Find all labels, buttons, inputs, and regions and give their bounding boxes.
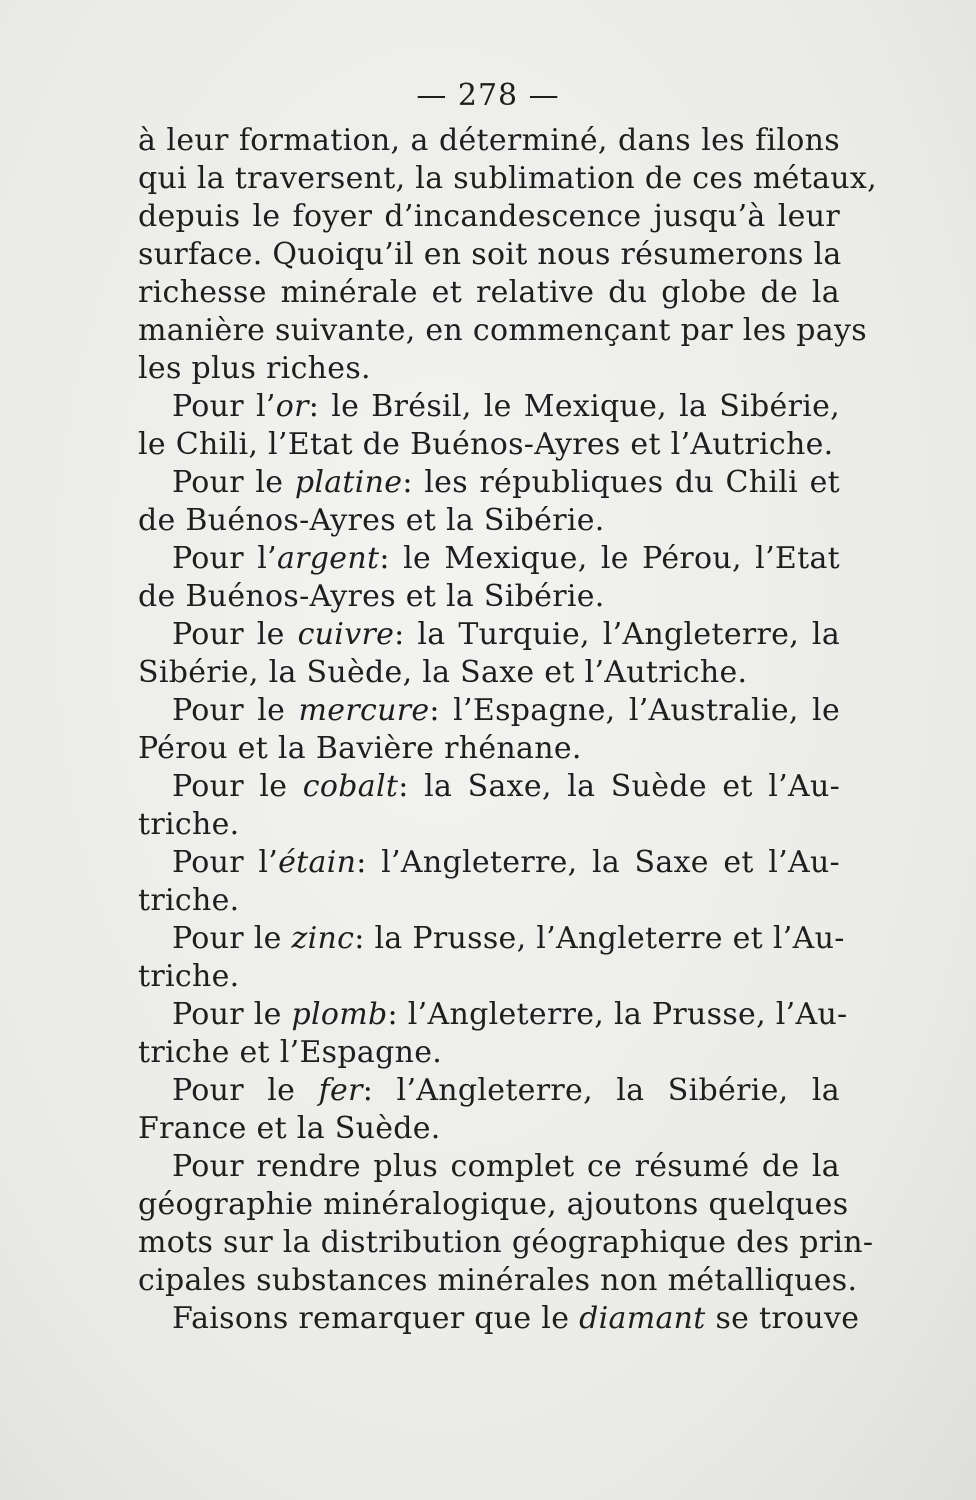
text-line <box>138 1300 860 1338</box>
metal-name: étain <box>278 845 357 880</box>
entry-cuivre <box>138 616 840 692</box>
text-line: géographie minéralogique, ajoutons quelques <box>138 1187 849 1222</box>
entry-rest: se trouve <box>705 1301 860 1336</box>
text-line: à leur formation, a déterminé, dans les filons <box>138 123 840 158</box>
text-line: de Buénos-Ayres et la Sibérie. <box>138 579 605 614</box>
entry-rest: : les républiques du Chili et <box>402 465 840 500</box>
entry-lead: Pour le <box>172 693 299 728</box>
entry-plomb <box>138 996 848 1072</box>
text-line <box>138 616 840 654</box>
text-line: triche et l’Espagne. <box>138 1035 443 1070</box>
entry-argent <box>138 540 840 616</box>
text-line: surface. Quoiqu’il en soit nous résumerons la <box>138 237 842 272</box>
entry-fer <box>138 1072 840 1148</box>
text-line: le Chili, l’Etat de Buénos-Ayres et l’Autriche. <box>138 427 834 462</box>
entry-rest: : l’Angleterre, la Prusse, l’Au- <box>387 997 848 1032</box>
entry-lead: Pour le <box>172 465 295 500</box>
metal-name: plomb <box>291 997 388 1032</box>
metal-name: fer <box>318 1073 363 1108</box>
text-line: triche. <box>138 959 240 994</box>
metal-name: zinc <box>291 921 355 956</box>
text-line: Pérou et la Bavière rhénane. <box>138 731 582 766</box>
metal-name: platine <box>294 465 403 500</box>
entry-platine <box>138 464 840 540</box>
text-line <box>138 920 845 958</box>
paragraph-intro <box>138 122 877 388</box>
paragraph-summary <box>138 1148 874 1300</box>
metal-name: or <box>275 389 309 424</box>
entry-cobalt <box>138 768 840 844</box>
entry-etain <box>138 844 840 920</box>
entry-rest: : l’Espagne, l’Australie, le <box>429 693 840 728</box>
entry-rest: : la Turquie, l’Angleterre, la <box>394 617 841 652</box>
text-line <box>138 844 840 882</box>
entry-rest: : le Mexique, le Pérou, l’Etat <box>379 541 840 576</box>
entry-lead: Pour l’ <box>172 541 277 576</box>
text-line <box>138 996 848 1034</box>
text-line <box>138 388 840 426</box>
text-line: triche. <box>138 883 240 918</box>
text-line: Pour rendre plus complet ce résumé de la <box>172 1149 840 1184</box>
text-line <box>138 768 840 806</box>
text-line: depuis le foyer d’incandescence jusqu’à leur <box>138 199 840 234</box>
text-line: les plus riches. <box>138 351 371 386</box>
entry-lead: Pour le <box>172 617 298 652</box>
page-number: — 278 — <box>416 78 560 113</box>
metal-name: argent <box>276 541 380 576</box>
text-line: Sibérie, la Suède, la Saxe et l’Autriche. <box>138 655 748 690</box>
entry-lead: Pour le <box>172 921 292 956</box>
entry-rest: : la Prusse, l’Angleterre et l’Au- <box>354 921 845 956</box>
text-line: de Buénos-Ayres et la Sibérie. <box>138 503 605 538</box>
entry-lead: Pour le <box>172 769 303 804</box>
text-line <box>138 692 840 730</box>
text-line <box>138 464 840 502</box>
entry-lead: Pour le <box>172 1073 319 1108</box>
entry-lead: Pour l’ <box>172 845 279 880</box>
entry-lead: Faisons remarquer que le <box>172 1301 580 1336</box>
text-line: qui la traversent, la sublimation de ces métaux, <box>138 161 877 196</box>
entry-rest: : l’Angleterre, la Sibérie, la <box>362 1073 840 1108</box>
entry-lead: Pour le <box>172 997 292 1032</box>
body-text <box>138 122 877 1338</box>
entry-lead: Pour l’ <box>172 389 276 424</box>
entry-rest: : la Saxe, la Suède et l’Au- <box>398 769 841 804</box>
mineral-name: diamant <box>579 1301 706 1336</box>
entry-rest: : le Brésil, le Mexique, la Sibérie, <box>308 389 840 424</box>
entry-or <box>138 388 840 464</box>
text-line <box>138 540 840 578</box>
text-line: richesse minérale et relative du globe de la <box>138 275 840 310</box>
metal-name: mercure <box>298 693 430 728</box>
paragraph-diamant <box>138 1300 860 1338</box>
entry-rest: : l’Angleterre, la Saxe et l’Au- <box>356 845 840 880</box>
text-line: cipales substances minérales non métalliques. <box>138 1263 858 1298</box>
metal-name: cobalt <box>302 769 399 804</box>
text-line: France et la Suède. <box>138 1111 441 1146</box>
text-line: triche. <box>138 807 240 842</box>
text-line: manière suivante, en commençant par les pays <box>138 313 867 348</box>
text-line: mots sur la distribution géographique des prin- <box>138 1225 874 1260</box>
text-line <box>138 1072 840 1110</box>
entry-mercure <box>138 692 840 768</box>
metal-name: cuivre <box>297 617 395 652</box>
entry-zinc <box>138 920 845 996</box>
